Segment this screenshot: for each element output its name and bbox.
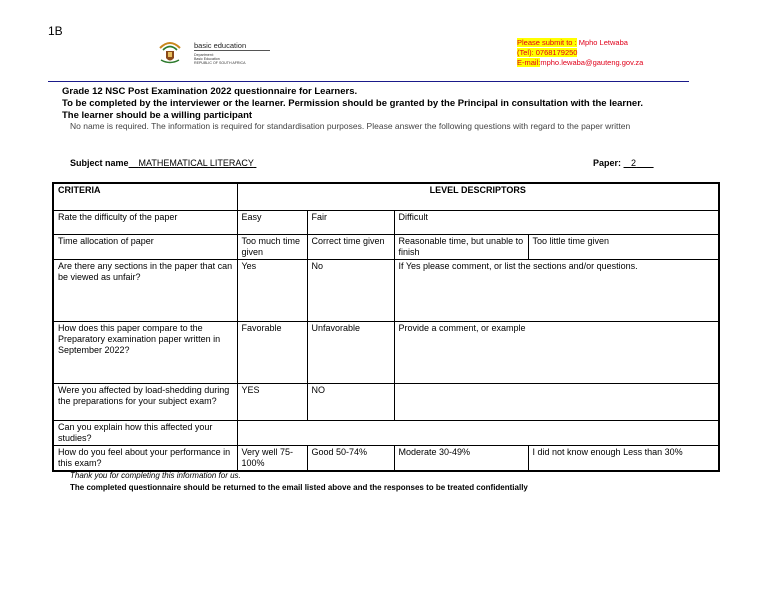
submit-contact	[517, 38, 643, 68]
paper-value-field[interactable]	[624, 158, 654, 168]
department-logo	[156, 38, 272, 66]
option-cell[interactable]: Fair	[307, 210, 394, 234]
option-cell[interactable]: Correct time given	[307, 234, 394, 259]
option-cell[interactable]: Moderate 30-49%	[394, 445, 528, 471]
questionnaire-title: Grade 12 NSC Post Examination 2022 questionnaire for Learners.	[62, 86, 358, 97]
criteria-table	[52, 182, 720, 472]
criteria-cell: Were you affected by load-shedding during the preparations for your subject exam?	[53, 383, 237, 420]
thank-you-note: Thank you for completing this information for us.	[70, 471, 241, 480]
table-row	[53, 259, 719, 321]
level-descriptors-header: LEVEL DESCRIPTORS	[237, 183, 719, 210]
option-cell[interactable]: Unfavorable	[307, 321, 394, 383]
table-header-row	[53, 183, 719, 210]
header-divider	[48, 81, 689, 82]
submit-name: Mpho Letwaba	[576, 38, 628, 47]
table-row	[53, 234, 719, 259]
subject-value-field[interactable]	[129, 158, 257, 168]
criteria-cell: Are there any sections in the paper that can be viewed as unfair?	[53, 259, 237, 321]
consent-note: To be completed by the interviewer or the learner. Permission should be granted by the Principal in consultation with the learner.	[62, 98, 644, 109]
submit-email-label: E-mail:	[517, 58, 541, 67]
option-cell[interactable]: Very well 75-100%	[237, 445, 307, 471]
option-cell[interactable]: Yes	[237, 259, 307, 321]
subject-label: Subject name	[70, 158, 129, 168]
willing-note: The learner should be a willing participant	[62, 110, 253, 121]
criteria-cell: How do you feel about your performance in this exam?	[53, 445, 237, 471]
subject-row	[70, 158, 256, 168]
option-cell[interactable]: YES	[237, 383, 307, 420]
paper-label: Paper:	[593, 158, 622, 168]
option-cell[interactable]: Reasonable time, but unable to finish	[394, 234, 528, 259]
subject-value: MATHEMATICAL LITERACY	[138, 158, 254, 168]
comment-cell[interactable]	[394, 383, 719, 420]
logo-title: basic education	[194, 41, 247, 50]
criteria-cell: How does this paper compare to the Preparatory examination paper written in September 2022?	[53, 321, 237, 383]
coat-of-arms-icon	[156, 38, 184, 66]
logo-line-3: REPUBLIC OF SOUTH AFRICA	[194, 61, 246, 65]
option-cell[interactable]: I did not know enough Less than 30%	[528, 445, 719, 471]
submit-label: Please submit to :	[517, 38, 577, 47]
table-row	[53, 210, 719, 234]
criteria-header: CRITERIA	[53, 183, 237, 210]
submit-email[interactable]: mpho.lewaba@gauteng.gov.za	[540, 58, 644, 67]
comment-cell[interactable]: Provide a comment, or example	[394, 321, 719, 383]
logo-line-1: Department:	[194, 53, 214, 57]
table-row	[53, 420, 719, 445]
page-number: 1B	[48, 24, 63, 38]
criteria-cell: Rate the difficulty of the paper	[53, 210, 237, 234]
criteria-cell: Time allocation of paper	[53, 234, 237, 259]
option-cell[interactable]: Favorable	[237, 321, 307, 383]
option-cell[interactable]: Easy	[237, 210, 307, 234]
option-cell[interactable]: NO	[307, 383, 394, 420]
table-row	[53, 321, 719, 383]
instructions-note: No name is required. The information is required for standardisation purposes. Please answer the following questions with regard to the paper written	[70, 121, 631, 131]
paper-value: 2	[631, 158, 637, 168]
option-cell[interactable]: Good 50-74%	[307, 445, 394, 471]
comment-cell[interactable]: If Yes please comment, or list the sections and/or questions.	[394, 259, 719, 321]
option-cell[interactable]: Difficult	[394, 210, 719, 234]
return-instructions: The completed questionnaire should be returned to the email listed above and the responses to be treated confidentially	[70, 483, 528, 492]
table-row	[53, 383, 719, 420]
table-row	[53, 445, 719, 471]
paper-row	[593, 158, 654, 168]
logo-line-2: Basic Education	[194, 57, 220, 61]
criteria-cell: Can you explain how this affected your studies?	[53, 420, 237, 445]
answer-cell[interactable]	[237, 420, 719, 445]
option-cell[interactable]: Too much time given	[237, 234, 307, 259]
option-cell[interactable]: Too little time given	[528, 234, 719, 259]
submit-tel: (Tel): 0768179250	[517, 48, 578, 57]
option-cell[interactable]: No	[307, 259, 394, 321]
